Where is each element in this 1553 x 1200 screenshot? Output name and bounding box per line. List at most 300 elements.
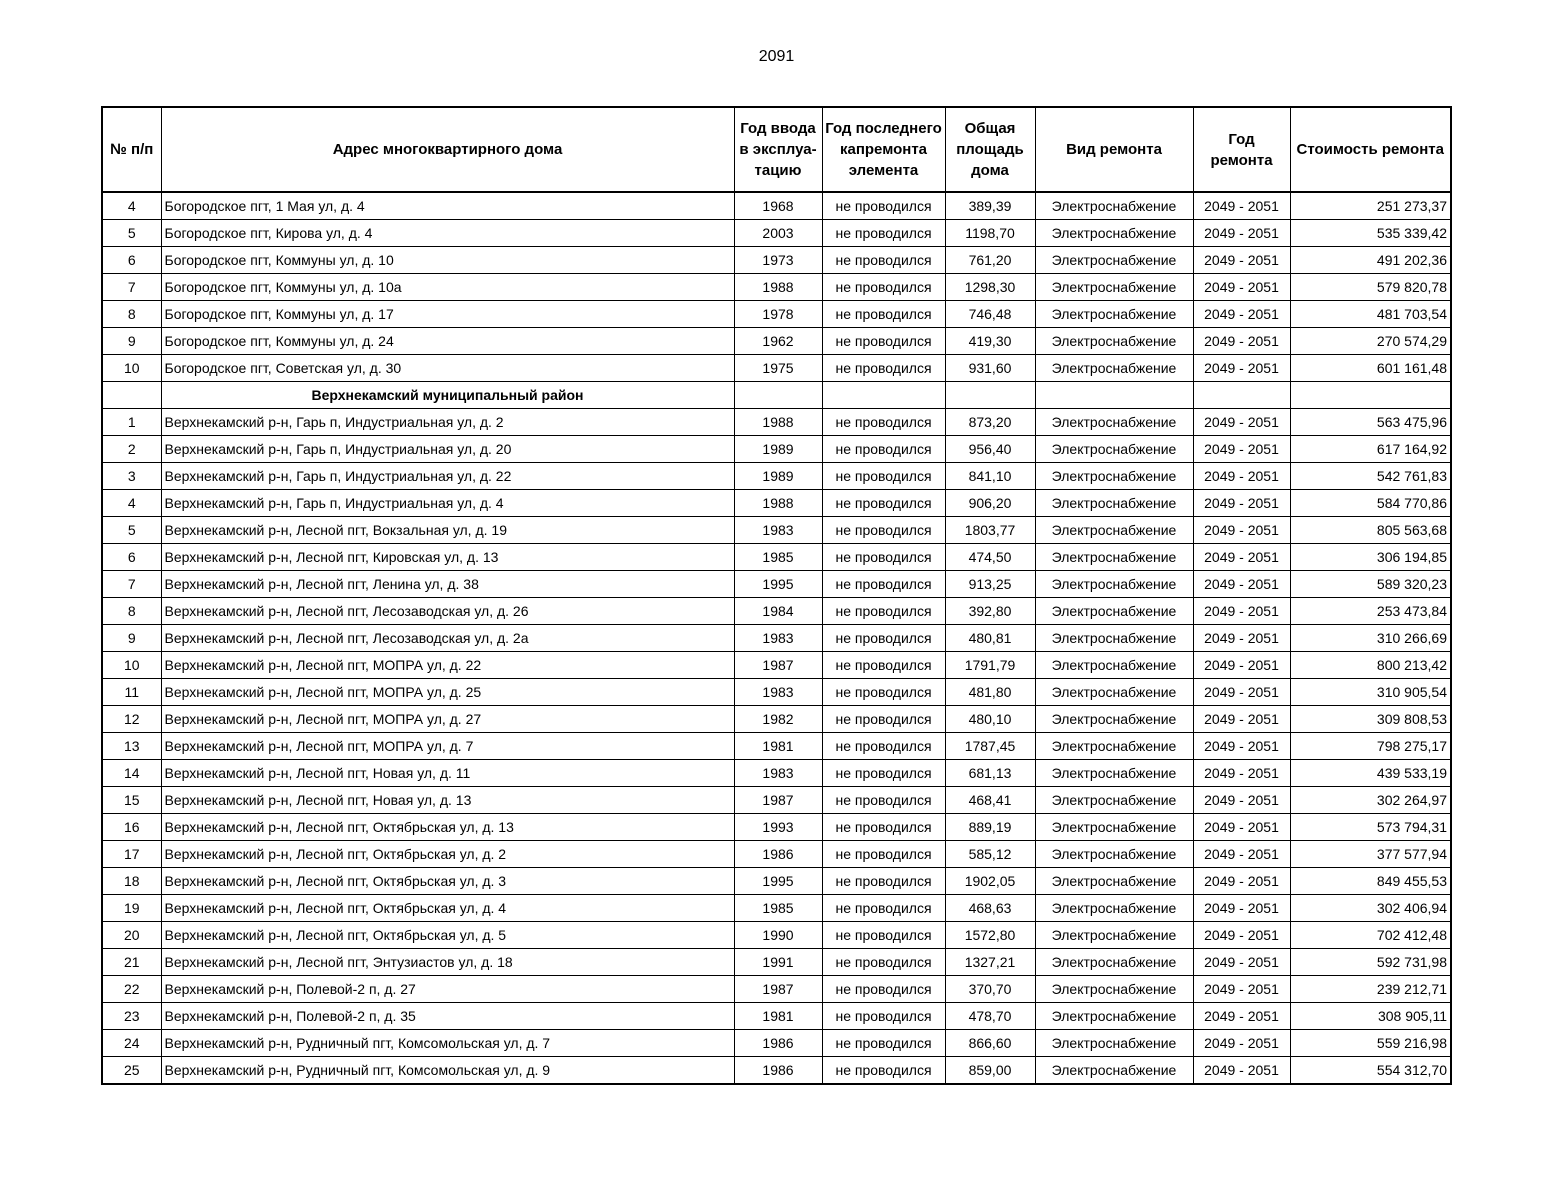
table-row [102, 787, 1451, 814]
cell-cost: 573 794,31 [1290, 814, 1451, 841]
table-body-top [102, 192, 1451, 382]
cell-last-repair: не проводился [822, 706, 945, 733]
cell-num: 25 [102, 1057, 161, 1085]
section-cell-empty [1290, 382, 1451, 409]
cell-year-built: 1988 [734, 274, 822, 301]
cell-last-repair: не проводился [822, 247, 945, 274]
table-row [102, 841, 1451, 868]
cell-year-built: 1983 [734, 760, 822, 787]
cell-num: 9 [102, 328, 161, 355]
cell-num: 1 [102, 409, 161, 436]
cell-area: 913,25 [945, 571, 1035, 598]
cell-area: 956,40 [945, 436, 1035, 463]
table-row [102, 463, 1451, 490]
cell-area: 585,12 [945, 841, 1035, 868]
cell-repair-type: Электроснабжение [1035, 274, 1193, 301]
cell-address: Верхнекамский р-н, Лесной пгт, Кировская ул, д. 13 [161, 544, 734, 571]
cell-last-repair: не проводился [822, 301, 945, 328]
section-cell-empty [822, 382, 945, 409]
cell-area: 419,30 [945, 328, 1035, 355]
cell-repair-year: 2049 - 2051 [1193, 625, 1290, 652]
cell-num: 4 [102, 192, 161, 220]
table-row [102, 301, 1451, 328]
cell-repair-year: 2049 - 2051 [1193, 652, 1290, 679]
cell-repair-year: 2049 - 2051 [1193, 571, 1290, 598]
cell-repair-type: Электроснабжение [1035, 409, 1193, 436]
cell-repair-type: Электроснабжение [1035, 733, 1193, 760]
table-header [102, 107, 1451, 192]
cell-last-repair: не проводился [822, 949, 945, 976]
cell-repair-type: Электроснабжение [1035, 895, 1193, 922]
cell-cost: 239 212,71 [1290, 976, 1451, 1003]
cell-last-repair: не проводился [822, 679, 945, 706]
section-row-group [102, 382, 1451, 409]
cell-address: Верхнекамский р-н, Лесной пгт, Октябрьская ул, д. 5 [161, 922, 734, 949]
table-row [102, 1057, 1451, 1085]
table-row [102, 544, 1451, 571]
cell-repair-year: 2049 - 2051 [1193, 544, 1290, 571]
cell-last-repair: не проводился [822, 1030, 945, 1057]
cell-repair-year: 2049 - 2051 [1193, 706, 1290, 733]
cell-repair-type: Электроснабжение [1035, 192, 1193, 220]
cell-year-built: 1986 [734, 841, 822, 868]
cell-num: 17 [102, 841, 161, 868]
cell-area: 841,10 [945, 463, 1035, 490]
cell-year-built: 1989 [734, 463, 822, 490]
cell-repair-year: 2049 - 2051 [1193, 355, 1290, 382]
cell-address: Верхнекамский р-н, Лесной пгт, Новая ул, д. 11 [161, 760, 734, 787]
cell-address: Верхнекамский р-н, Лесной пгт, Октябрьская ул, д. 4 [161, 895, 734, 922]
cell-address: Верхнекамский р-н, Лесной пгт, Вокзальная ул, д. 19 [161, 517, 734, 544]
cell-address: Верхнекамский р-н, Лесной пгт, Лесозаводская ул, д. 2а [161, 625, 734, 652]
header-year-built: Год ввода в эксплуа-тацию [734, 107, 822, 192]
section-cell-num [102, 382, 161, 409]
cell-repair-year: 2049 - 2051 [1193, 787, 1290, 814]
cell-year-built: 1962 [734, 328, 822, 355]
cell-last-repair: не проводился [822, 895, 945, 922]
cell-address: Верхнекамский р-н, Гарь п, Индустриальная ул, д. 22 [161, 463, 734, 490]
cell-repair-year: 2049 - 2051 [1193, 1003, 1290, 1030]
cell-area: 1327,21 [945, 949, 1035, 976]
header-repair-year: Год ремонта [1193, 107, 1290, 192]
cell-cost: 439 533,19 [1290, 760, 1451, 787]
cell-year-built: 1985 [734, 895, 822, 922]
cell-repair-type: Электроснабжение [1035, 247, 1193, 274]
table-row [102, 733, 1451, 760]
table-row [102, 328, 1451, 355]
cell-repair-year: 2049 - 2051 [1193, 463, 1290, 490]
cell-area: 889,19 [945, 814, 1035, 841]
table-row [102, 949, 1451, 976]
cell-address: Верхнекамский р-н, Рудничный пгт, Комсомольская ул, д. 7 [161, 1030, 734, 1057]
cell-repair-type: Электроснабжение [1035, 301, 1193, 328]
cell-year-built: 1995 [734, 571, 822, 598]
header-address: Адрес многоквартирного дома [161, 107, 734, 192]
cell-year-built: 1988 [734, 409, 822, 436]
cell-address: Богородское пгт, Коммуны ул, д. 17 [161, 301, 734, 328]
table-row [102, 1030, 1451, 1057]
cell-cost: 592 731,98 [1290, 949, 1451, 976]
cell-area: 1787,45 [945, 733, 1035, 760]
cell-area: 392,80 [945, 598, 1035, 625]
cell-num: 10 [102, 355, 161, 382]
cell-cost: 579 820,78 [1290, 274, 1451, 301]
cell-cost: 805 563,68 [1290, 517, 1451, 544]
table-row [102, 922, 1451, 949]
cell-cost: 559 216,98 [1290, 1030, 1451, 1057]
cell-year-built: 1987 [734, 976, 822, 1003]
section-title: Верхнекамский муниципальный район [161, 382, 734, 409]
table-body-bottom [102, 409, 1451, 1085]
cell-num: 9 [102, 625, 161, 652]
cell-repair-year: 2049 - 2051 [1193, 679, 1290, 706]
cell-area: 931,60 [945, 355, 1035, 382]
cell-repair-year: 2049 - 2051 [1193, 598, 1290, 625]
cell-repair-year: 2049 - 2051 [1193, 895, 1290, 922]
cell-repair-year: 2049 - 2051 [1193, 328, 1290, 355]
cell-area: 370,70 [945, 976, 1035, 1003]
cell-cost: 589 320,23 [1290, 571, 1451, 598]
cell-last-repair: не проводился [822, 490, 945, 517]
cell-year-built: 1988 [734, 490, 822, 517]
cell-repair-year: 2049 - 2051 [1193, 490, 1290, 517]
cell-repair-type: Электроснабжение [1035, 598, 1193, 625]
cell-last-repair: не проводился [822, 814, 945, 841]
cell-repair-type: Электроснабжение [1035, 463, 1193, 490]
cell-repair-type: Электроснабжение [1035, 922, 1193, 949]
cell-area: 468,63 [945, 895, 1035, 922]
cell-year-built: 1975 [734, 355, 822, 382]
cell-repair-year: 2049 - 2051 [1193, 409, 1290, 436]
cell-num: 21 [102, 949, 161, 976]
cell-cost: 302 264,97 [1290, 787, 1451, 814]
cell-repair-year: 2049 - 2051 [1193, 949, 1290, 976]
page-number: 2091 [758, 48, 795, 65]
cell-last-repair: не проводился [822, 922, 945, 949]
cell-repair-type: Электроснабжение [1035, 787, 1193, 814]
cell-repair-year: 2049 - 2051 [1193, 192, 1290, 220]
header-repair-type: Вид ремонта [1035, 107, 1193, 192]
cell-num: 11 [102, 679, 161, 706]
cell-address: Верхнекамский р-н, Полевой-2 п, д. 27 [161, 976, 734, 1003]
table-row [102, 895, 1451, 922]
cell-cost: 542 761,83 [1290, 463, 1451, 490]
cell-cost: 253 473,84 [1290, 598, 1451, 625]
cell-cost: 302 406,94 [1290, 895, 1451, 922]
cell-repair-year: 2049 - 2051 [1193, 733, 1290, 760]
cell-area: 1803,77 [945, 517, 1035, 544]
cell-year-built: 1984 [734, 598, 822, 625]
cell-year-built: 1981 [734, 733, 822, 760]
cell-num: 22 [102, 976, 161, 1003]
cell-repair-type: Электроснабжение [1035, 760, 1193, 787]
cell-last-repair: не проводился [822, 355, 945, 382]
cell-year-built: 1987 [734, 787, 822, 814]
cell-repair-year: 2049 - 2051 [1193, 220, 1290, 247]
cell-address: Богородское пгт, Коммуны ул, д. 10а [161, 274, 734, 301]
cell-cost: 309 808,53 [1290, 706, 1451, 733]
cell-year-built: 1983 [734, 625, 822, 652]
table-row [102, 274, 1451, 301]
cell-num: 7 [102, 274, 161, 301]
cell-repair-type: Электроснабжение [1035, 436, 1193, 463]
cell-last-repair: не проводился [822, 571, 945, 598]
cell-last-repair: не проводился [822, 733, 945, 760]
cell-repair-year: 2049 - 2051 [1193, 868, 1290, 895]
cell-area: 906,20 [945, 490, 1035, 517]
cell-area: 1902,05 [945, 868, 1035, 895]
cell-num: 16 [102, 814, 161, 841]
cell-year-built: 1981 [734, 1003, 822, 1030]
table-row [102, 192, 1451, 220]
cell-last-repair: не проводился [822, 328, 945, 355]
table-row [102, 571, 1451, 598]
cell-cost: 270 574,29 [1290, 328, 1451, 355]
cell-num: 8 [102, 301, 161, 328]
cell-cost: 310 905,54 [1290, 679, 1451, 706]
cell-num: 3 [102, 463, 161, 490]
cell-repair-type: Электроснабжение [1035, 355, 1193, 382]
table-row [102, 625, 1451, 652]
cell-cost: 308 905,11 [1290, 1003, 1451, 1030]
cell-num: 20 [102, 922, 161, 949]
cell-last-repair: не проводился [822, 274, 945, 301]
cell-repair-type: Электроснабжение [1035, 841, 1193, 868]
cell-repair-year: 2049 - 2051 [1193, 436, 1290, 463]
cell-repair-type: Электроснабжение [1035, 976, 1193, 1003]
cell-num: 14 [102, 760, 161, 787]
cell-address: Богородское пгт, Кирова ул, д. 4 [161, 220, 734, 247]
cell-cost: 617 164,92 [1290, 436, 1451, 463]
cell-cost: 491 202,36 [1290, 247, 1451, 274]
table-row [102, 652, 1451, 679]
cell-year-built: 1990 [734, 922, 822, 949]
cell-repair-type: Электроснабжение [1035, 679, 1193, 706]
table-row [102, 490, 1451, 517]
cell-repair-year: 2049 - 2051 [1193, 841, 1290, 868]
cell-area: 1198,70 [945, 220, 1035, 247]
table-row [102, 517, 1451, 544]
table-row [102, 976, 1451, 1003]
cell-cost: 310 266,69 [1290, 625, 1451, 652]
cell-address: Верхнекамский р-н, Лесной пгт, МОПРА ул, д. 22 [161, 652, 734, 679]
cell-last-repair: не проводился [822, 192, 945, 220]
cell-repair-type: Электроснабжение [1035, 868, 1193, 895]
cell-repair-year: 2049 - 2051 [1193, 760, 1290, 787]
cell-last-repair: не проводился [822, 436, 945, 463]
cell-cost: 584 770,86 [1290, 490, 1451, 517]
cell-year-built: 1993 [734, 814, 822, 841]
cell-address: Верхнекамский р-н, Лесной пгт, Октябрьская ул, д. 13 [161, 814, 734, 841]
table-row [102, 1003, 1451, 1030]
cell-year-built: 1983 [734, 679, 822, 706]
cell-repair-year: 2049 - 2051 [1193, 976, 1290, 1003]
table-row [102, 868, 1451, 895]
cell-num: 6 [102, 544, 161, 571]
cell-address: Верхнекамский р-н, Гарь п, Индустриальная ул, д. 4 [161, 490, 734, 517]
cell-address: Верхнекамский р-н, Лесной пгт, МОПРА ул, д. 27 [161, 706, 734, 733]
cell-cost: 377 577,94 [1290, 841, 1451, 868]
cell-area: 478,70 [945, 1003, 1035, 1030]
cell-address: Богородское пгт, Коммуны ул, д. 10 [161, 247, 734, 274]
cell-num: 6 [102, 247, 161, 274]
cell-repair-type: Электроснабжение [1035, 652, 1193, 679]
cell-address: Верхнекамский р-н, Рудничный пгт, Комсомольская ул, д. 9 [161, 1057, 734, 1085]
cell-address: Верхнекамский р-н, Лесной пгт, Лесозаводская ул, д. 26 [161, 598, 734, 625]
cell-year-built: 1989 [734, 436, 822, 463]
cell-address: Верхнекамский р-н, Лесной пгт, Ленина ул, д. 38 [161, 571, 734, 598]
section-cell-empty [1193, 382, 1290, 409]
cell-address: Богородское пгт, 1 Мая ул, д. 4 [161, 192, 734, 220]
table-row [102, 247, 1451, 274]
cell-num: 10 [102, 652, 161, 679]
cell-repair-type: Электроснабжение [1035, 490, 1193, 517]
cell-repair-type: Электроснабжение [1035, 544, 1193, 571]
cell-last-repair: не проводился [822, 652, 945, 679]
cell-repair-type: Электроснабжение [1035, 328, 1193, 355]
cell-last-repair: не проводился [822, 625, 945, 652]
cell-num: 19 [102, 895, 161, 922]
cell-repair-type: Электроснабжение [1035, 706, 1193, 733]
cell-address: Верхнекамский р-н, Лесной пгт, Октябрьская ул, д. 2 [161, 841, 734, 868]
table-row [102, 436, 1451, 463]
cell-num: 5 [102, 220, 161, 247]
cell-repair-year: 2049 - 2051 [1193, 1030, 1290, 1057]
cell-year-built: 1995 [734, 868, 822, 895]
table-row [102, 760, 1451, 787]
cell-num: 5 [102, 517, 161, 544]
cell-repair-year: 2049 - 2051 [1193, 247, 1290, 274]
cell-last-repair: не проводился [822, 976, 945, 1003]
cell-cost: 798 275,17 [1290, 733, 1451, 760]
cell-last-repair: не проводился [822, 868, 945, 895]
cell-num: 8 [102, 598, 161, 625]
cell-repair-type: Электроснабжение [1035, 517, 1193, 544]
cell-cost: 702 412,48 [1290, 922, 1451, 949]
cell-repair-year: 2049 - 2051 [1193, 301, 1290, 328]
cell-address: Верхнекамский р-н, Лесной пгт, Энтузиастов ул, д. 18 [161, 949, 734, 976]
cell-year-built: 1986 [734, 1030, 822, 1057]
table-row [102, 706, 1451, 733]
cell-area: 481,80 [945, 679, 1035, 706]
cell-area: 1298,30 [945, 274, 1035, 301]
cell-num: 7 [102, 571, 161, 598]
table-row [102, 679, 1451, 706]
cell-address: Верхнекамский р-н, Гарь п, Индустриальная ул, д. 2 [161, 409, 734, 436]
cell-year-built: 1978 [734, 301, 822, 328]
cell-address: Верхнекамский р-н, Полевой-2 п, д. 35 [161, 1003, 734, 1030]
cell-num: 15 [102, 787, 161, 814]
header-cost: Стоимость ремонта [1290, 107, 1451, 192]
cell-area: 474,50 [945, 544, 1035, 571]
cell-num: 4 [102, 490, 161, 517]
header-area: Общая площадь дома [945, 107, 1035, 192]
cell-year-built: 1982 [734, 706, 822, 733]
cell-repair-year: 2049 - 2051 [1193, 922, 1290, 949]
cell-cost: 563 475,96 [1290, 409, 1451, 436]
cell-address: Верхнекамский р-н, Лесной пгт, Новая ул, д. 13 [161, 787, 734, 814]
section-row [102, 382, 1451, 409]
cell-year-built: 1968 [734, 192, 822, 220]
cell-area: 1572,80 [945, 922, 1035, 949]
cell-year-built: 1986 [734, 1057, 822, 1085]
cell-address: Верхнекамский р-н, Лесной пгт, МОПРА ул, д. 7 [161, 733, 734, 760]
cell-last-repair: не проводился [822, 841, 945, 868]
cell-area: 1791,79 [945, 652, 1035, 679]
cell-cost: 849 455,53 [1290, 868, 1451, 895]
table-row [102, 220, 1451, 247]
cell-area: 859,00 [945, 1057, 1035, 1085]
cell-last-repair: не проводился [822, 544, 945, 571]
cell-last-repair: не проводился [822, 220, 945, 247]
cell-year-built: 1973 [734, 247, 822, 274]
header-num: № п/п [102, 107, 161, 192]
cell-num: 23 [102, 1003, 161, 1030]
cell-area: 681,13 [945, 760, 1035, 787]
cell-address: Богородское пгт, Советская ул, д. 30 [161, 355, 734, 382]
cell-repair-year: 2049 - 2051 [1193, 814, 1290, 841]
cell-area: 480,81 [945, 625, 1035, 652]
cell-year-built: 1987 [734, 652, 822, 679]
cell-address: Верхнекамский р-н, Лесной пгт, Октябрьская ул, д. 3 [161, 868, 734, 895]
table-row [102, 814, 1451, 841]
cell-last-repair: не проводился [822, 1003, 945, 1030]
cell-area: 468,41 [945, 787, 1035, 814]
cell-year-built: 1985 [734, 544, 822, 571]
cell-last-repair: не проводился [822, 598, 945, 625]
cell-cost: 554 312,70 [1290, 1057, 1451, 1085]
table-row [102, 409, 1451, 436]
cell-repair-type: Электроснабжение [1035, 814, 1193, 841]
cell-repair-type: Электроснабжение [1035, 1057, 1193, 1085]
cell-cost: 251 273,37 [1290, 192, 1451, 220]
cell-last-repair: не проводился [822, 517, 945, 544]
cell-last-repair: не проводился [822, 1057, 945, 1085]
cell-cost: 800 213,42 [1290, 652, 1451, 679]
cell-repair-type: Электроснабжение [1035, 220, 1193, 247]
cell-repair-type: Электроснабжение [1035, 571, 1193, 598]
cell-area: 873,20 [945, 409, 1035, 436]
cell-year-built: 1991 [734, 949, 822, 976]
table-row [102, 355, 1451, 382]
cell-repair-year: 2049 - 2051 [1193, 274, 1290, 301]
cell-repair-year: 2049 - 2051 [1193, 517, 1290, 544]
cell-last-repair: не проводился [822, 787, 945, 814]
cell-area: 480,10 [945, 706, 1035, 733]
cell-area: 866,60 [945, 1030, 1035, 1057]
cell-repair-type: Электроснабжение [1035, 1030, 1193, 1057]
cell-repair-year: 2049 - 2051 [1193, 1057, 1290, 1085]
cell-cost: 481 703,54 [1290, 301, 1451, 328]
cell-area: 746,48 [945, 301, 1035, 328]
header-last-repair: Год последнего капремонта элемента [822, 107, 945, 192]
cell-num: 13 [102, 733, 161, 760]
cell-num: 2 [102, 436, 161, 463]
cell-cost: 535 339,42 [1290, 220, 1451, 247]
repair-register-table [101, 106, 1452, 1085]
section-cell-empty [945, 382, 1035, 409]
cell-year-built: 2003 [734, 220, 822, 247]
cell-area: 389,39 [945, 192, 1035, 220]
cell-address: Верхнекамский р-н, Лесной пгт, МОПРА ул, д. 25 [161, 679, 734, 706]
cell-num: 18 [102, 868, 161, 895]
cell-cost: 306 194,85 [1290, 544, 1451, 571]
cell-num: 12 [102, 706, 161, 733]
cell-last-repair: не проводился [822, 463, 945, 490]
section-cell-empty [734, 382, 822, 409]
cell-address: Богородское пгт, Коммуны ул, д. 24 [161, 328, 734, 355]
section-cell-empty [1035, 382, 1193, 409]
